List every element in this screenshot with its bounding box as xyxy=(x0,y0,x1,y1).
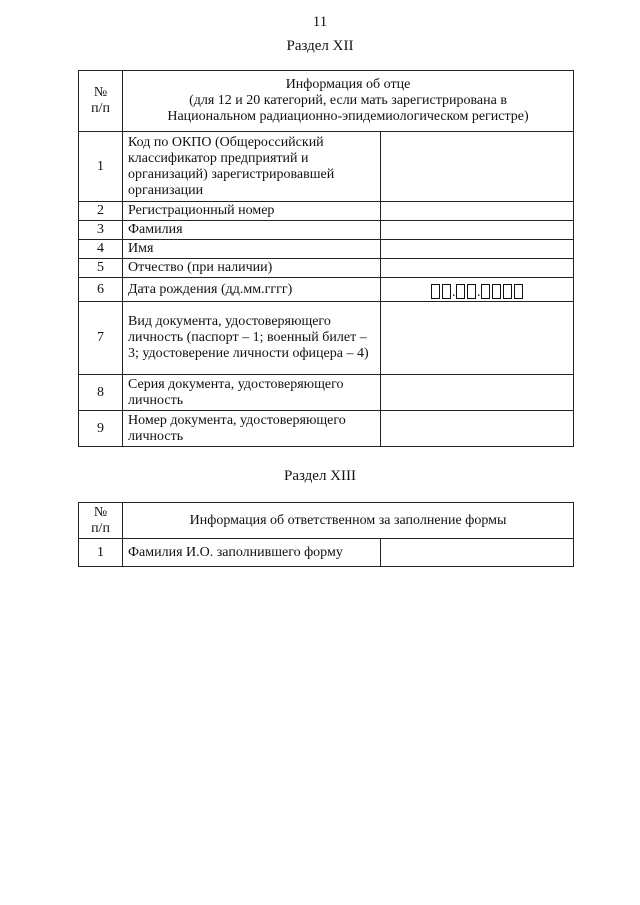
day-digit-box[interactable] xyxy=(431,284,440,299)
filler-name-field[interactable] xyxy=(381,539,574,567)
father-info-table xyxy=(78,70,574,447)
row-label: Фамилия И.О. заполнившего форму xyxy=(123,539,381,567)
registration-number-field[interactable] xyxy=(381,202,574,221)
birth-date-field[interactable] xyxy=(381,278,574,302)
header-number-cell: № п/п xyxy=(79,71,123,132)
table-row xyxy=(79,202,574,221)
table-row xyxy=(79,259,574,278)
row-number: 1 xyxy=(79,132,123,202)
page-number: 11 xyxy=(312,14,328,30)
date-separator: . xyxy=(452,284,456,300)
year-digit-box[interactable] xyxy=(492,284,501,299)
row-number: 6 xyxy=(79,278,123,302)
row-label: Регистрационный номер xyxy=(123,202,381,221)
document-series-field[interactable] xyxy=(381,375,574,411)
date-boxes xyxy=(386,281,568,299)
header-number-cell: № п/п xyxy=(79,503,123,539)
table-row xyxy=(79,240,574,259)
table-row xyxy=(79,221,574,240)
row-number: 1 xyxy=(79,539,123,567)
table-row xyxy=(79,411,574,447)
row-label: Отчество (при наличии) xyxy=(123,259,381,278)
table-header-row xyxy=(79,71,574,132)
row-label: Вид документа, удостоверяющего личность (паспорт – 1; военный билет – 3; удостоверение личности офицера – 4) xyxy=(123,302,381,375)
responsible-person-table xyxy=(78,502,574,567)
row-number: 3 xyxy=(79,221,123,240)
row-label: Дата рождения (дд.мм.гггг) xyxy=(123,278,381,302)
surname-field[interactable] xyxy=(381,221,574,240)
table-row xyxy=(79,278,574,302)
section-12-title: Раздел XII xyxy=(286,38,354,54)
table-row xyxy=(79,539,574,567)
section-13-title: Раздел XIII xyxy=(284,468,356,484)
row-label: Серия документа, удостоверяющего личность xyxy=(123,375,381,411)
row-label: Фамилия xyxy=(123,221,381,240)
table-header-row xyxy=(79,503,574,539)
patronymic-field[interactable] xyxy=(381,259,574,278)
month-digit-box[interactable] xyxy=(456,284,465,299)
row-label: Номер документа, удостоверяющего личность xyxy=(123,411,381,447)
first-name-field[interactable] xyxy=(381,240,574,259)
year-digit-box[interactable] xyxy=(503,284,512,299)
row-number: 2 xyxy=(79,202,123,221)
row-number: 8 xyxy=(79,375,123,411)
document-type-field[interactable] xyxy=(381,302,574,375)
table-row xyxy=(79,375,574,411)
row-number: 4 xyxy=(79,240,123,259)
row-label: Имя xyxy=(123,240,381,259)
table-row xyxy=(79,302,574,375)
row-number: 5 xyxy=(79,259,123,278)
row-label: Код по ОКПО (Общероссийский классификатор предприятий и организаций) зарегистрировавшей организации xyxy=(123,132,381,202)
header-title-cell: Информация об отце (для 12 и 20 категорий, если мать зарегистрирована в Национальном радиационно-эпидемиологическом регистре) xyxy=(123,71,574,132)
date-separator: . xyxy=(477,284,481,300)
header-title-cell: Информация об ответственном за заполнение формы xyxy=(123,503,574,539)
row-number: 9 xyxy=(79,411,123,447)
month-digit-box[interactable] xyxy=(467,284,476,299)
okpo-code-field[interactable] xyxy=(381,132,574,202)
day-digit-box[interactable] xyxy=(442,284,451,299)
table-row xyxy=(79,132,574,202)
document-number-field[interactable] xyxy=(381,411,574,447)
year-digit-box[interactable] xyxy=(481,284,490,299)
row-number: 7 xyxy=(79,302,123,375)
year-digit-box[interactable] xyxy=(514,284,523,299)
